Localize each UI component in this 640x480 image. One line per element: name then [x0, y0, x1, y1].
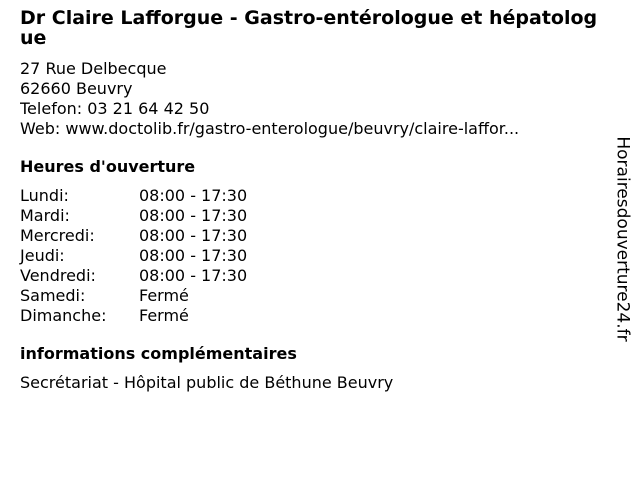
business-card	[20, 8, 605, 393]
opening-hours-table	[20, 186, 247, 326]
web-label: Web:	[20, 119, 61, 138]
additional-info-heading: informations complémentaires	[20, 344, 297, 363]
additional-info-text: Secrétariat - Hôpital public de Béthune Beuvry	[20, 373, 394, 392]
page-title: Dr Claire Lafforgue - Gastro-entérologue et hépatologue	[20, 7, 598, 49]
day-hours: Fermé	[139, 306, 189, 325]
opening-hours-heading: Heures d'ouverture	[20, 157, 196, 176]
phone-number[interactable]: 03 21 64 42 50	[87, 99, 210, 118]
site-watermark-text: Horairesdouverture24.fr	[613, 136, 633, 342]
address-block	[20, 59, 605, 139]
day-label: Mercredi:	[20, 226, 95, 245]
day-hours: 08:00 - 17:30	[139, 206, 248, 225]
day-hours: 08:00 - 17:30	[139, 246, 248, 265]
hours-row-vendredi	[20, 266, 247, 286]
day-label: Mardi:	[20, 206, 70, 225]
hours-row-mardi	[20, 206, 247, 226]
day-label: Lundi:	[20, 186, 69, 205]
day-hours: 08:00 - 17:30	[139, 186, 248, 205]
hours-row-samedi	[20, 286, 247, 306]
street-address: 27 Rue Delbecque	[20, 59, 167, 78]
day-hours: 08:00 - 17:30	[139, 266, 248, 285]
phone-label: Telefon:	[20, 99, 83, 118]
day-label: Vendredi:	[20, 266, 96, 285]
web-line	[20, 119, 605, 139]
web-link[interactable]: www.doctolib.fr/gastro-enterologue/beuvry/claire-laffor...	[65, 119, 520, 138]
hours-row-jeudi	[20, 246, 247, 266]
day-label: Jeudi:	[20, 246, 65, 265]
phone-line	[20, 99, 605, 119]
day-label: Samedi:	[20, 286, 86, 305]
day-label: Dimanche:	[20, 306, 107, 325]
hours-row-lundi	[20, 186, 247, 206]
hours-row-mercredi	[20, 226, 247, 246]
day-hours: Fermé	[139, 286, 189, 305]
hours-row-dimanche	[20, 306, 247, 326]
day-hours: 08:00 - 17:30	[139, 226, 248, 245]
site-watermark	[612, 134, 634, 344]
city-postcode: 62660 Beuvry	[20, 79, 133, 98]
